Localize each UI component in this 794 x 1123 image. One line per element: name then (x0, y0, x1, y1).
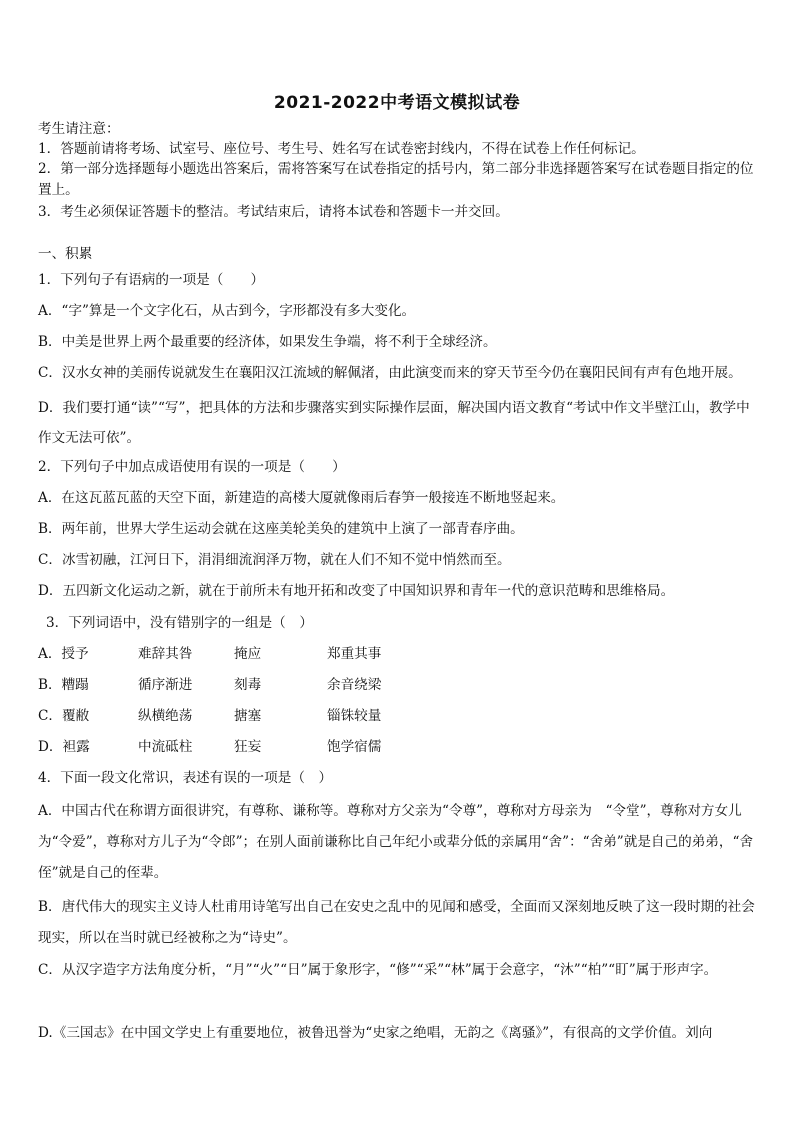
q1-stem: 1．下列句子有语病的一项是（ ） (38, 272, 265, 288)
q3-b-2: 循序渐进 (138, 677, 193, 693)
q3-a-2: 难辞其咎 (138, 646, 193, 662)
q3-row-c (38, 707, 447, 725)
notice-item-2: 2．第一部分选择题每小题选出答案后，需将答案写在试卷指定的括号内，第二部分非选择题答案写在试卷题目指定的位置上。 (38, 161, 754, 198)
q2-option-c: C．冰雪初融，江河日下，涓涓细流润泽万物，就在人们不知不觉中悄然而至。 (38, 552, 511, 568)
q4-option-a: A．中国古代在称谓方面很讲究，有尊称、谦称等。尊称对方父亲为“令尊”，尊称对方母亲为 “令堂”，尊称对方女儿为“令爱”，尊称对方儿子为“令郎”；在别人面前谦称比自己年纪小或辈分低的亲属用“舍”：“舍弟”就是自己的弟弟，“舍侄”就是自己的侄辈。 (38, 803, 754, 881)
q3-b-3: 刻毒 (234, 677, 262, 693)
q3-a-1: A．授予 (38, 646, 89, 662)
section-heading: 一、积累 (38, 246, 93, 262)
q3-b-4: 余音绕梁 (327, 677, 382, 693)
q1-option-d: D．我们要打通“读”“写”，把具体的方法和步骤落实到实际操作层面，解决国内语文教育“考试中作文半壁江山，教学中作文无法可依”。 (38, 400, 750, 446)
q3-row-b (38, 676, 447, 694)
q3-a-3: 掩应 (234, 646, 262, 662)
q3-d-2: 中流砥柱 (138, 739, 193, 755)
q3-a-4: 郑重其事 (327, 646, 382, 662)
q3-c-2: 纵横绝荡 (138, 708, 193, 724)
q4-option-d: D.《三国志》在中国文学史上有重要地位，被鲁迅誉为“史家之绝唱，无韵之《离骚》”，有很高的文学价值。刘向 (38, 1025, 713, 1041)
q2-stem: 2．下列句子中加点成语使用有误的一项是（ ） (38, 459, 346, 475)
q3-c-4: 锱铢较量 (327, 708, 382, 724)
q3-d-4: 饱学宿儒 (327, 739, 382, 755)
page-title: 2021-2022中考语文模拟试卷 (273, 93, 521, 113)
q3-d-3: 狂妄 (234, 739, 262, 755)
q1-option-a: A．“字”算是一个文字化石，从古到今，字形都没有多大变化。 (38, 303, 416, 319)
q3-stem: 3．下列词语中，没有错别字的一组是（ ） (46, 615, 313, 631)
q3-row-a (38, 645, 447, 663)
q1-option-b: B．中美是世界上两个最重要的经济体，如果发生争端，将不利于全球经济。 (38, 334, 497, 350)
q2-option-b: B．两年前，世界大学生运动会就在这座美轮美奂的建筑中上演了一部青春序曲。 (38, 521, 524, 537)
q3-b-1: B．糟蹋 (38, 677, 89, 693)
q2-option-d: D．五四新文化运动之新，就在于前所未有地开拓和改变了中国知识界和青年一代的意识范畴和思维格局。 (38, 583, 675, 599)
q3-d-1: D．袒露 (38, 739, 90, 755)
notice-item-3: 3．考生必须保证答题卡的整洁。考试结束后，请将本试卷和答题卡一并交回。 (38, 204, 509, 220)
q2-option-a: A．在这瓦蓝瓦蓝的天空下面，新建造的高楼大厦就像雨后春笋一般接连不断地竖起来。 (38, 490, 565, 506)
q3-row-d (38, 738, 447, 756)
q4-option-b: B．唐代伟大的现实主义诗人杜甫用诗笔写出自己在安史之乱中的见闻和感受，全面而又深刻地反映了这一段时期的社会现实，所以在当时就已经被称之为“诗史”。 (38, 899, 755, 946)
notice-item-1: 1．答题前请将考场、试室号、座位号、考生号、姓名写在试卷密封线内，不得在试卷上作任何标记。 (38, 141, 645, 157)
q1-option-c: C．汉水女神的美丽传说就发生在襄阳汉江流域的解佩渚，由此演变而来的穿天节至今仍在襄阳民间有声有色地开展。 (38, 365, 742, 381)
q3-c-3: 搪塞 (234, 708, 262, 724)
q4-option-c: C．从汉字造字方法角度分析，“月”“火”“日”属于象形字，“修”“采”“林”属于会意字，“沐”“柏”“盯”属于形声字。 (38, 962, 718, 978)
notice-heading: 考生请注意： (38, 121, 120, 137)
q3-c-1: C．覆敝 (38, 708, 90, 724)
q4-stem: 4．下面一段文化常识，表述有误的一项是（ ） (38, 770, 333, 786)
